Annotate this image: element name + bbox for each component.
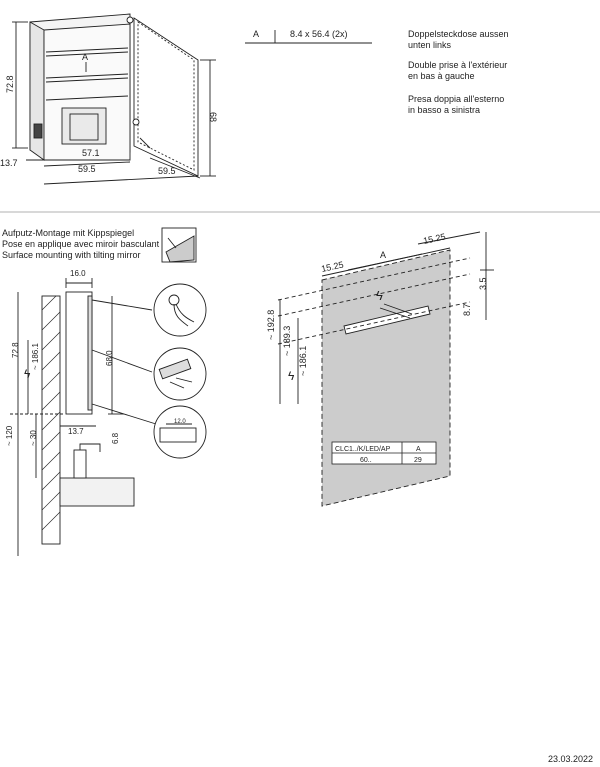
socket-note-it: Presa doppia all'esterno in basso a sinistra: [408, 94, 505, 115]
product-table-cell-0: 60..: [360, 457, 372, 464]
power-symbol-wall-left: ϟ: [288, 369, 295, 383]
dim-basin: ~ 30: [29, 430, 38, 446]
socket-note-de: Doppelsteckdose aussen unten links: [408, 29, 509, 50]
product-table-cell-1: 29: [414, 457, 422, 464]
dim-h1: ~ 192.8: [266, 309, 276, 340]
power-symbol-side: ϟ: [24, 367, 31, 381]
dim-depth-top-side: 16.0: [70, 269, 86, 278]
dim-width: 59.5: [78, 164, 96, 174]
power-symbol-wall: ϟ: [376, 288, 383, 303]
marker-a-top: A: [82, 52, 89, 62]
dim-right-offset: 15.25: [422, 231, 447, 246]
dim-a-label: A: [380, 250, 387, 260]
dim-mid-side: ~ 186.1: [31, 343, 40, 370]
detail-callouts: [154, 284, 206, 458]
product-table-header-1: A: [416, 446, 421, 453]
product-table-header-0: CLC1../K/LED/AP: [335, 446, 391, 453]
mounting-title: Aufputz-Montage mit Kippspiegel Pose en applique avec miroir basculant Surface mounting with tilting mirror: [2, 228, 160, 260]
dim-floor: ~ 120: [5, 425, 14, 446]
dim-depth-top: 13.7: [0, 158, 18, 168]
side-view: [10, 278, 156, 556]
wall-view: [278, 232, 494, 506]
dim-door-height: 68: [208, 112, 218, 123]
dim-height-top: 72.8: [5, 75, 15, 93]
tilting-mirror-icon: [162, 228, 196, 262]
dim-door-side: 68.0: [105, 350, 114, 366]
socket-key: A: [253, 29, 260, 39]
footer-date: 23.03.2022: [548, 754, 594, 764]
socket-note-fr: Double prise à l'extérieur en bas à gauche: [408, 60, 508, 81]
dim-right-small: 8.7: [462, 303, 472, 316]
cabinet-isometric: [12, 14, 216, 184]
dim-top-right: 3.5: [478, 277, 488, 290]
dim-detail-width: 12.0: [174, 419, 186, 425]
dim-inner-width: 57.1: [82, 148, 100, 158]
dim-bottom-gap: 6.8: [111, 432, 120, 444]
socket-value: 8.4 x 56.4 (2x): [290, 29, 348, 39]
dim-depth-bottom-side: 13.7: [68, 427, 84, 436]
dim-height-side: 72.8: [11, 342, 20, 358]
dim-left-offset: 15.25: [320, 259, 345, 274]
dim-h3: ~ 186.1: [298, 345, 308, 376]
dim-h2: ~ 189.3: [282, 325, 292, 356]
dim-door-width: 59.5: [158, 166, 176, 176]
